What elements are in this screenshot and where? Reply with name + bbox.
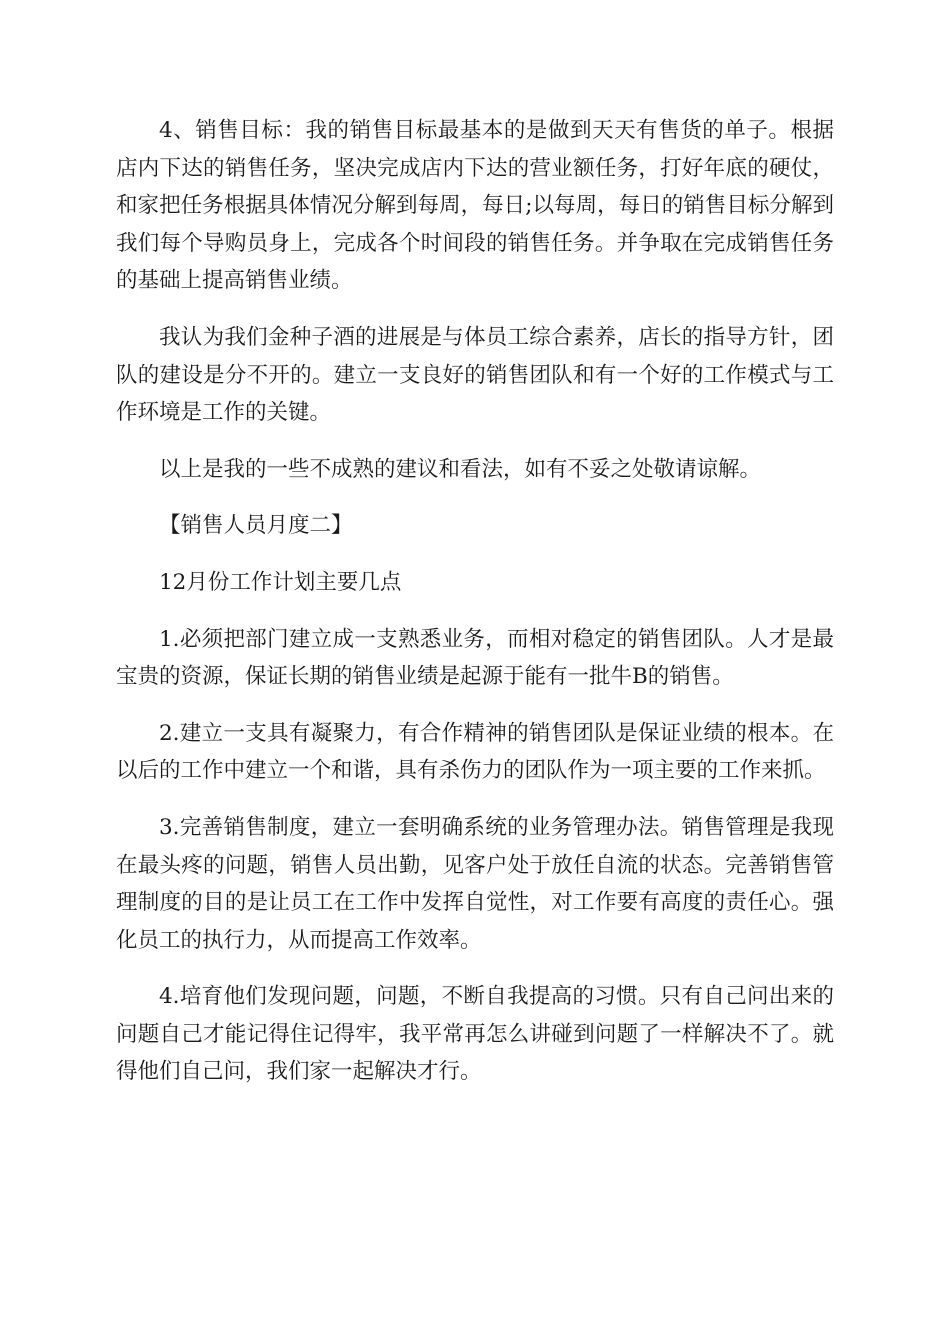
section-heading: 【销售人员月度二】 xyxy=(159,513,353,539)
paragraph-closing-remark: 以上是我的一些不成熟的建议和看法，如有不妥之处敬请谅解。 xyxy=(159,456,762,482)
document-body xyxy=(116,112,834,1110)
plan-item-3: 3.完善销售制度，建立一套明确系统的业务管理办法。销售管理是我现在最头疼的问题，销售人员出勤，见客户处于放任自流的状态。完善销售管理制度的目的是让员工在工作中发挥自觉性，对工作要有高度的责任心。强化员工的执行力，从而提高工作效率。 xyxy=(116,814,834,953)
paragraph-sales-target: 4、销售目标：我的销售目标最基本的是做到天天有售货的单子。根据店内下达的销售任务，坚决完成店内下达的营业额任务，打好年底的硬仗，和家把任务根据具体情况分解到每周，每日;以每周，每日的销售目标分解到我们每个导购员身上，完成各个时间段的销售任务。并争取在完成销售任务的基础上提高销售业绩。 xyxy=(116,118,834,294)
paragraph-team-building: 我认为我们金种子酒的进展是与体员工综合素养，店长的指导方针，团队的建设是分不开的。建立一支良好的销售团队和有一个好的工作模式与工作环境是工作的关键。 xyxy=(116,324,834,426)
plan-item-4: 4.培育他们发现问题，问题，不断自我提高的习惯。只有自己问出来的问题自己才能记得住记得牢，我平常再怎么讲碰到问题了一样解决不了。就得他们自己问，我们家一起解决才行。 xyxy=(116,984,834,1085)
section-subheading: 12月份工作计划主要几点 xyxy=(159,569,402,595)
plan-item-1: 1.必须把部门建立成一支熟悉业务，而相对稳定的销售团队。人才是最宝贵的资源，保证长期的销售业绩是起源于能有一批牛B的销售。 xyxy=(116,626,834,690)
plan-item-2: 2.建立一支具有凝聚力，有合作精神的销售团队是保证业绩的根本。在以后的工作中建立一个和谐，具有杀伤力的团队作为一项主要的工作来抓。 xyxy=(116,720,834,784)
